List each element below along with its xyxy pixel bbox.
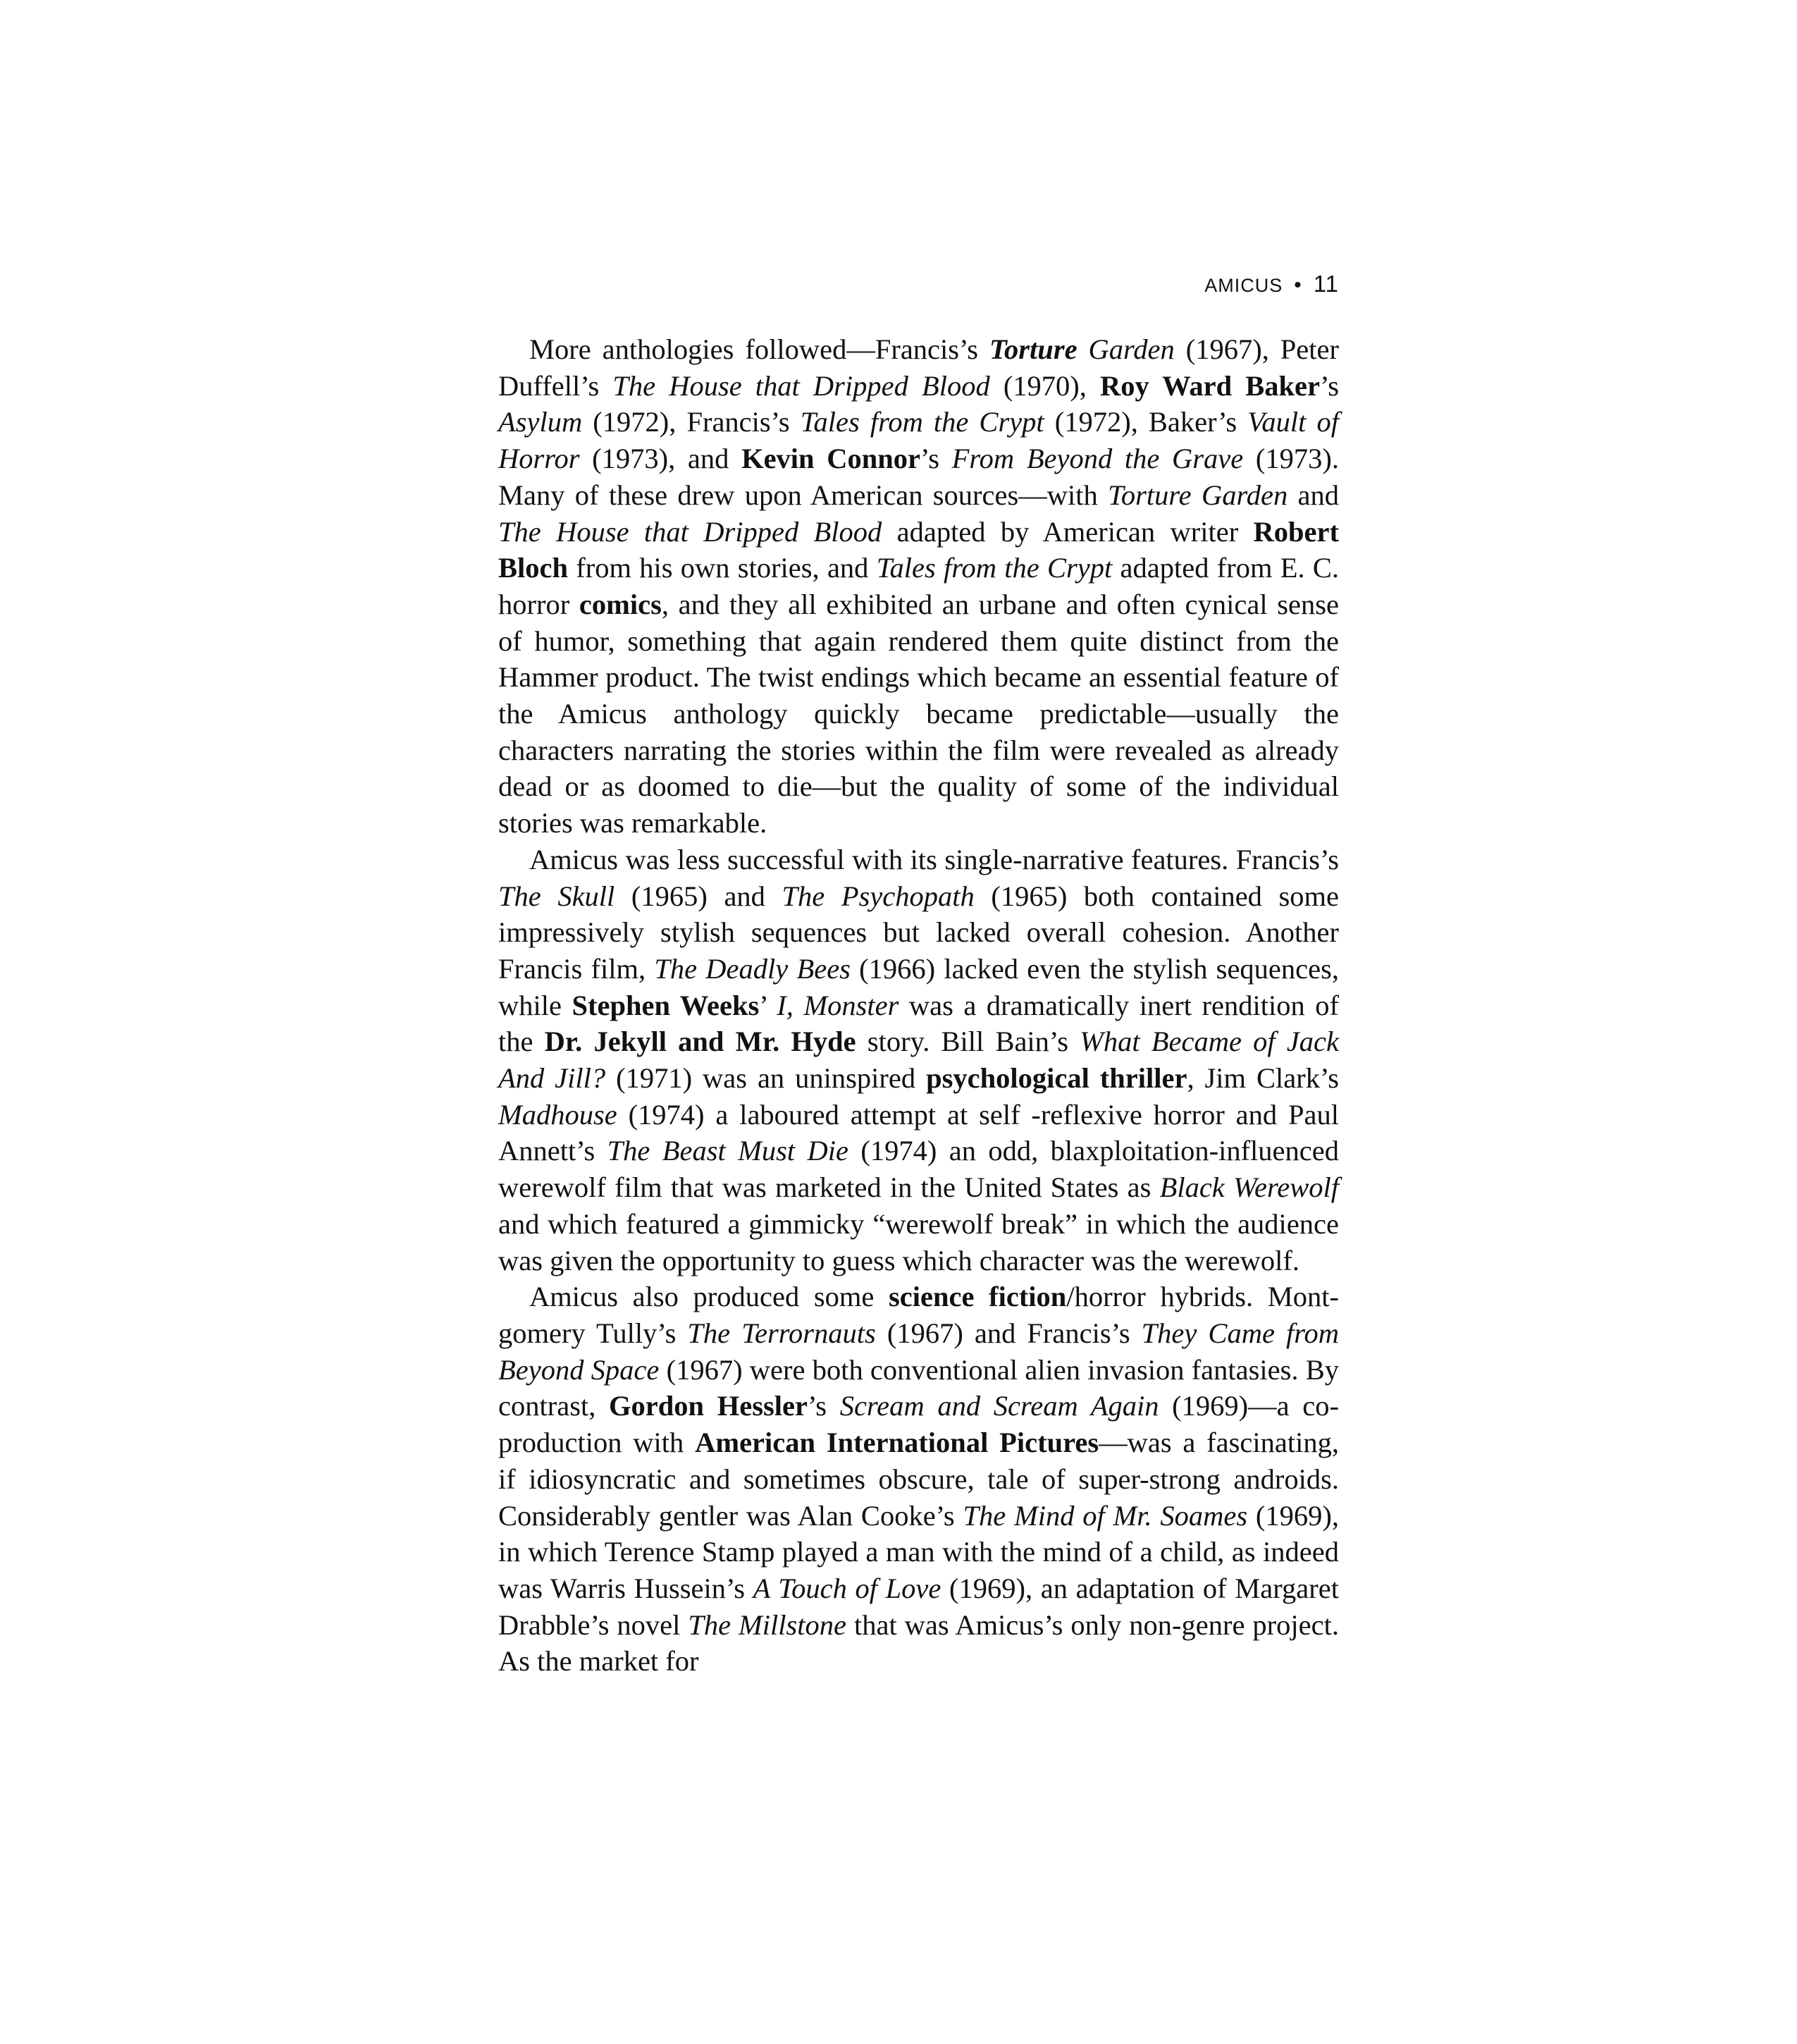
italic-title: The House that Dripped Blood bbox=[612, 369, 990, 402]
italic-title: From Beyond the Grave bbox=[951, 443, 1244, 475]
text-run: More anthologies followed—Francis’s bbox=[529, 333, 990, 365]
italic-title: They Came from Beyond Space bbox=[498, 1317, 1339, 1386]
italic-title: The Beast Must Die bbox=[607, 1135, 848, 1167]
italic-title: Scream and Scream Again bbox=[839, 1390, 1159, 1422]
bold-term: Roy Ward Baker bbox=[1100, 369, 1320, 402]
text-run: adapted by American writer bbox=[882, 515, 1254, 548]
bold-term: Robert Bloch bbox=[498, 515, 1339, 584]
text-run: (1971) was an uninspired bbox=[605, 1062, 927, 1095]
text-run: /horror hybrids. Montgomery Tully’s bbox=[498, 1281, 1339, 1349]
text-run: (1970), bbox=[989, 369, 1101, 402]
text-run: (1969)—a co-production with bbox=[498, 1390, 1340, 1459]
text-run: (1966) lacked even the stylish sequences, while bbox=[498, 952, 1339, 1021]
body-text bbox=[498, 331, 1339, 1680]
text-run: (1965) both contained some impressively stylish sequences but lacked overall cohesion. Another Francis film, bbox=[498, 880, 1339, 985]
bold-term: science fiction bbox=[889, 1281, 1067, 1313]
text-run: , and they all exhibited an urbane and often cynical sense of humor, something that again rendered them quite distinct from the Hammer product. The twist endings which became an essential feature of the Amicus anthology quickly became predictable—usually the characters narrating the stories within the film were revealed as already dead or as doomed to die—but the quality of some of the individual stories was remarkable. bbox=[498, 588, 1339, 839]
text-run: —was a fascinating, if idiosyncratic and sometimes obscure, tale of super-strong androids. Considerably gentler was Alan Cooke’s bbox=[498, 1427, 1339, 1532]
text-run: ’ bbox=[759, 989, 777, 1021]
bold-term: American International Pictures bbox=[695, 1427, 1099, 1459]
bold-italic-term: Torture bbox=[989, 333, 1077, 365]
italic-title: Vault of Horror bbox=[498, 406, 1339, 475]
page-number: 11 bbox=[1313, 271, 1339, 297]
text-run: Amicus also produced some bbox=[529, 1281, 889, 1313]
italic-title: A Touch of Love bbox=[753, 1572, 941, 1604]
bold-term: psychological thriller bbox=[926, 1062, 1187, 1095]
text-run: Amicus was less successful with its single-narrative features. Francis’s bbox=[529, 843, 1339, 875]
text-run: story. Bill Bain’s bbox=[856, 1026, 1080, 1058]
text-run: , Jim Clark’s bbox=[1187, 1062, 1339, 1095]
italic-title: The Skull bbox=[498, 880, 615, 912]
text-run bbox=[1077, 333, 1089, 365]
italic-title: The Psychopath bbox=[782, 880, 975, 912]
bullet-separator: • bbox=[1294, 273, 1302, 297]
bold-term: Gordon Hessler bbox=[609, 1390, 808, 1422]
italic-title: Madhouse bbox=[498, 1098, 617, 1131]
bold-term: Dr. Jekyll and Mr. Hyde bbox=[544, 1026, 856, 1058]
text-run: ’s bbox=[1319, 369, 1339, 402]
text-run: ’s bbox=[807, 1390, 840, 1422]
text-run: (1967) and Francis’s bbox=[875, 1317, 1142, 1349]
text-run: (1965) and bbox=[615, 880, 782, 912]
bold-term: comics bbox=[579, 588, 662, 620]
text-run: (1972), Baker’s bbox=[1044, 406, 1248, 438]
text-run: (1967) were both conventional alien invasion fantasies. By contrast, bbox=[498, 1353, 1339, 1422]
italic-title: Tales from the Crypt bbox=[876, 552, 1113, 584]
bold-term: Kevin Connor bbox=[741, 443, 920, 475]
text-run: (1967), Peter Duffell’s bbox=[498, 333, 1339, 402]
italic-title: I, Monster bbox=[777, 989, 899, 1021]
italic-title: Asylum bbox=[498, 406, 583, 438]
text-run: (1974) an odd, blaxploitation-influenced werewolf film that was marketed in the United States as bbox=[498, 1135, 1339, 1204]
running-head-title: AMICUS bbox=[1204, 275, 1283, 296]
text-run: (1973). Many of these drew upon American sources—with bbox=[498, 443, 1339, 511]
text-run: (1973), and bbox=[579, 443, 742, 475]
paragraph bbox=[498, 331, 1339, 842]
paragraph bbox=[498, 842, 1339, 1279]
italic-title: Garden bbox=[1088, 333, 1175, 365]
bold-term: Stephen Weeks bbox=[572, 989, 760, 1021]
text-run: adapted from E. C. horror bbox=[498, 552, 1339, 620]
text-run: was a dramatically inert rendition of the bbox=[498, 989, 1339, 1058]
text-run: (1969), an adaptation of Margaret Drabble’s novel bbox=[498, 1572, 1339, 1641]
italic-title: What Became of Jack And Jill? bbox=[498, 1026, 1339, 1095]
text-run: (1969), in which Terence Stamp played a man with the mind of a child, as indeed was Warris Hussein’s bbox=[498, 1499, 1339, 1604]
text-run: (1974) a laboured attempt at self -reflexive horror and Paul Annett’s bbox=[498, 1098, 1339, 1167]
italic-title: The Millstone bbox=[688, 1608, 847, 1641]
italic-title: The Mind of Mr. Soames bbox=[963, 1499, 1248, 1532]
italic-title: Torture Garden bbox=[1108, 479, 1288, 511]
text-run: and which featured a gimmicky “werewolf break” in which the audience was given the opportunity to guess which character was the werewolf. bbox=[498, 1207, 1339, 1276]
italic-title: Black Werewolf bbox=[1159, 1171, 1339, 1204]
text-run: from his own stories, and bbox=[568, 552, 877, 584]
paragraph bbox=[498, 1279, 1339, 1680]
text-run: ’s bbox=[920, 443, 952, 475]
running-head bbox=[1170, 271, 1339, 297]
italic-title: The Terrornauts bbox=[687, 1317, 876, 1349]
text-run: that was Amicus’s only non-genre project. As the market for bbox=[498, 1608, 1339, 1677]
italic-title: The Deadly Bees bbox=[654, 952, 851, 985]
text-run: (1972), Francis’s bbox=[582, 406, 801, 438]
text-run: and bbox=[1287, 479, 1340, 511]
italic-title: Tales from the Crypt bbox=[800, 406, 1044, 438]
italic-title: The House that Dripped Blood bbox=[498, 515, 882, 548]
